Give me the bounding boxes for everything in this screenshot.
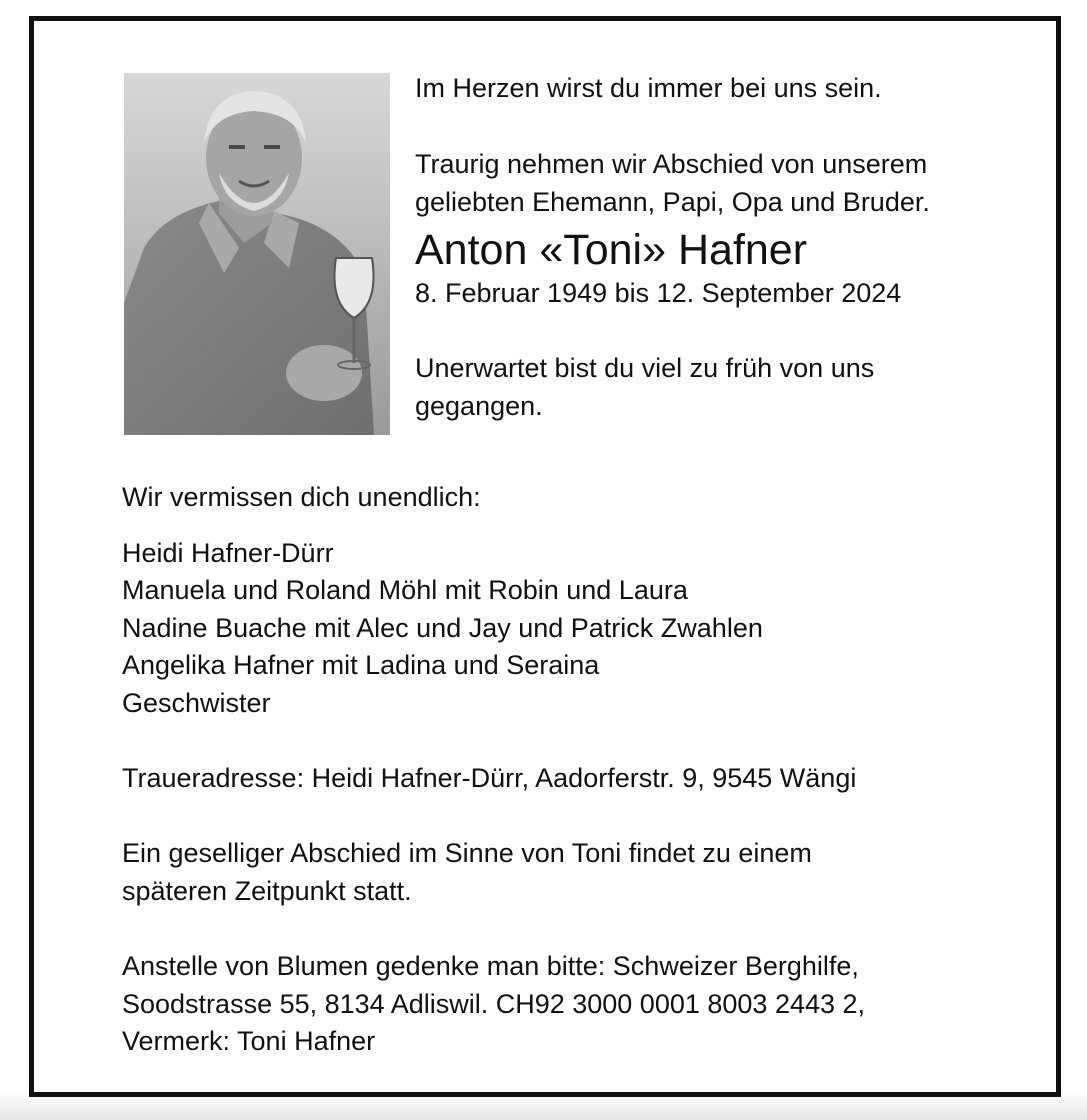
life-dates: 8. Februar 1949 bis 12. September 2024 (415, 278, 902, 308)
mourner-name: Angelika Hafner mit Ladina und Seraina (122, 650, 600, 681)
intro-column (415, 69, 1015, 425)
donation-line: Soodstrasse 55, 8134 Adliswil. CH92 3000 0001 8003 2443 2, (122, 988, 866, 1019)
mourner-name: Heidi Hafner-Dürr (122, 537, 334, 568)
farewell-line: späteren Zeitpunkt statt. (122, 875, 412, 906)
mourner-name: Geschwister (122, 687, 271, 718)
intro-line: Traurig nehmen wir Abschied von unserem (415, 149, 928, 179)
mourner-name: Manuela und Roland Möhl mit Robin und Laura (122, 575, 688, 606)
portrait-photo (124, 73, 390, 435)
mourners-heading: Wir vermissen dich unendlich: (122, 482, 481, 512)
mourning-address: Traueradresse: Heidi Hafner-Dürr, Aadorferstr. 9, 9545 Wängi (122, 763, 857, 794)
donation-line: Vermerk: Toni Hafner (122, 1026, 376, 1057)
obituary-frame (29, 16, 1061, 1097)
intro-line: geliebten Ehemann, Papi, Opa und Bruder. (415, 187, 930, 217)
details-section (122, 479, 1022, 1061)
intro-line: Im Herzen wirst du immer bei uns sein. (415, 73, 882, 103)
mourner-name: Nadine Buache mit Alec und Jay und Patrick Zwahlen (122, 612, 763, 643)
farewell-line: Ein geselliger Abschied im Sinne von Toni findet zu einem (122, 838, 812, 869)
message-line: gegangen. (415, 391, 543, 421)
donation-line: Anstelle von Blumen gedenke man bitte: Schweizer Berghilfe, (122, 951, 859, 982)
message-line: Unerwartet bist du viel zu früh von uns (415, 353, 875, 383)
deceased-name: Anton «Toni» Hafner (415, 226, 808, 274)
